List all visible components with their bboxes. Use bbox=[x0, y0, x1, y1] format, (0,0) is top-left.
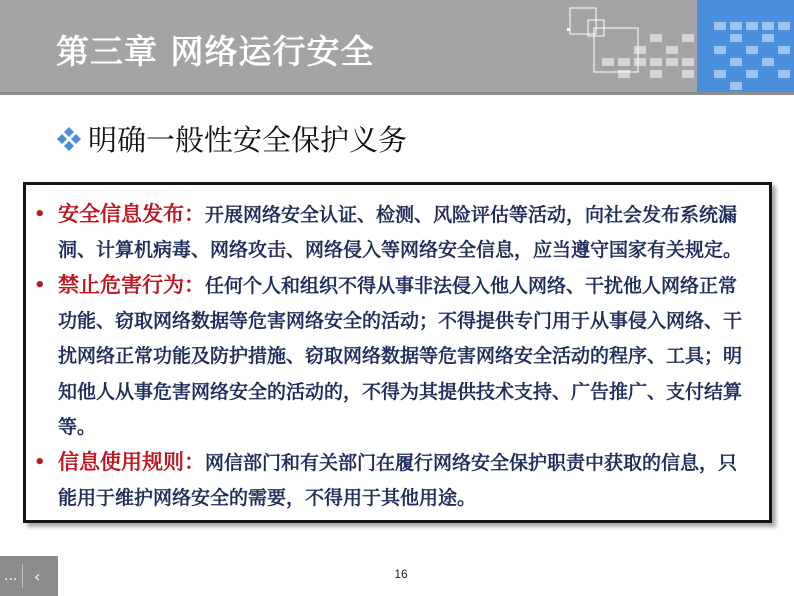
page-title: 第三章 网络运行安全 bbox=[56, 32, 375, 71]
nav-divider bbox=[22, 564, 23, 588]
list-item bbox=[34, 197, 755, 268]
item-term: 禁止危害行为： bbox=[58, 273, 205, 297]
diamond-cluster-icon bbox=[56, 126, 82, 152]
item-term: 信息使用规则： bbox=[58, 450, 205, 474]
more-options-button[interactable]: ... bbox=[4, 568, 18, 584]
section-heading-text: 明确一般性安全保护义务 bbox=[88, 123, 408, 157]
item-text: 开展网络安全认证、检测、风险评估等活动，向社会发布系统漏洞、计算机病毒、网络攻击、网络侵入等网络安全信息，应当遵守国家有关规定。 bbox=[58, 204, 743, 262]
title-bar-divider bbox=[0, 92, 794, 95]
bullet-icon: • bbox=[34, 204, 46, 225]
item-text: 任何个人和组织不得从事非法侵入他人网络、干扰他人网络正常功能、窃取网络数据等危害网络安全的活动；不得提供专门用于从事侵入网络、干扰网络正常功能及防护措施、窃取网络数据等危害网络安全活动的程序、工具；明知他人从事危害网络安全的活动的，不得为其提供技术支持、广告推广、支付结算等。 bbox=[58, 275, 743, 438]
title-bar bbox=[0, 0, 794, 92]
page-number: 16 bbox=[394, 567, 408, 581]
list-item bbox=[34, 445, 755, 516]
content-box bbox=[23, 182, 772, 523]
section-heading bbox=[56, 118, 407, 159]
decorative-grid-pattern bbox=[564, 0, 794, 92]
previous-slide-button[interactable]: ‹ bbox=[34, 566, 41, 586]
bullet-icon: • bbox=[34, 452, 46, 473]
list-item bbox=[34, 268, 755, 445]
bullet-icon: • bbox=[34, 275, 46, 296]
item-text: 网信部门和有关部门在履行网络安全保护职责中获取的信息，只能用于维护网络安全的需要，不得用于其他用途。 bbox=[58, 452, 738, 510]
slide-navigation bbox=[0, 556, 58, 596]
item-term: 安全信息发布： bbox=[58, 202, 205, 226]
